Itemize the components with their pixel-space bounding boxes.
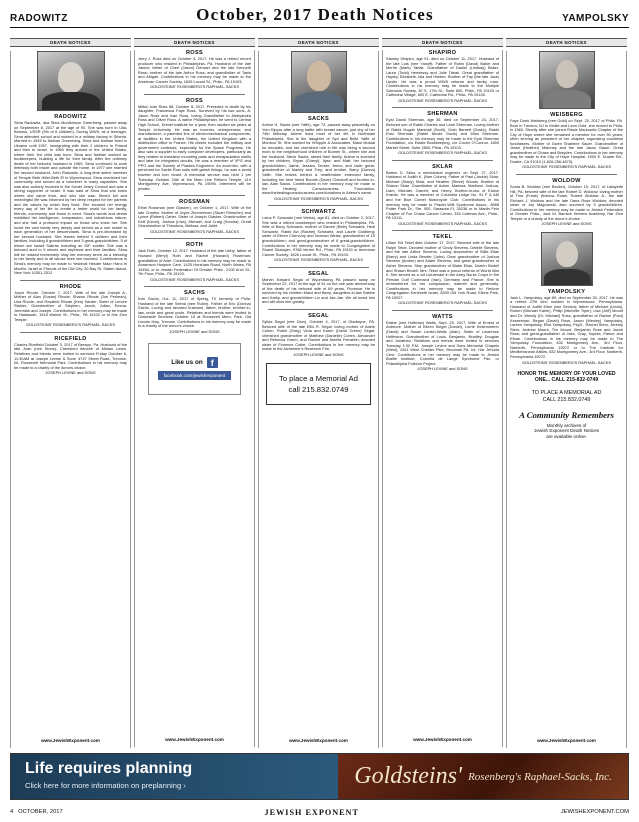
funeral-home: GOLDSTEINS' ROSENBERG'S RAPHAEL-SACKS [522, 359, 611, 365]
column-head: DEATH NOTICES [10, 38, 131, 47]
notice-name: YAMPOLSKY [547, 288, 586, 295]
divider [392, 107, 493, 108]
notice-text: Elaine (nee Hoffman) Watts, Sept. 25, 2017. Wife of Ernest of Ardmore. Mother of Eileen Siegel (Daniel), Lorrie Kesemmerer (David) and Susan Lankin-Watts (Alan). Sister of Lawrence Hoffmann. Grandmother of Louis, Benjamin, Bradley, Douglas and Jonathan. Relatives and friends were invited to services Tuesday 1:30 P.M. Joseph Levine and Sons Memorial Chapels (West), 2811 West Chester Pike, Broomall PA. Int. Har Jehuda Cem. Contributions in her memory may be made to Jewish Braille Institute, Cornelia de Lange Syndrome Fdn. or Philadelphia Folklore Project. [386, 319, 499, 366]
memorial-ad-line1: To place a Memorial Ad [279, 374, 358, 384]
column-4 [382, 38, 503, 750]
notice-text: Marvin Edward Segal of Wyomissing PA passed away on September 22, 2017 at the age of 91 on the one year anniversary of the death of his beloved wife of 69 years, Florence. He is survived by his children Marci and Barry, daughters-in-law Sabine and Kathy, and grandchildren Liz and Jae-Jae. We all loved him and will miss him greatly. [262, 276, 375, 305]
funeral-home: JOSEPH LEVINE and SONS [45, 370, 96, 376]
notice-name: RHODE [59, 283, 82, 290]
notice-name: WEISBERG [550, 112, 583, 118]
memorial-ad-phone: CALL 215.832.0749 [542, 396, 591, 403]
preplanning-banner-ad[interactable] [10, 753, 629, 800]
divider [20, 280, 121, 281]
notice-name: ROTH [185, 242, 204, 249]
facebook-like [171, 357, 218, 368]
column-2 [134, 38, 255, 750]
column-body [134, 50, 255, 747]
divider [144, 238, 245, 239]
funeral-home: GOLDSTEINS' ROSENBERG'S RAPHAEL-SACKS [150, 276, 239, 282]
website-link[interactable]: www.JewishExponent.com [413, 737, 472, 742]
notice-entry [386, 234, 499, 306]
column-5 [506, 38, 627, 750]
facebook-icon: f [207, 357, 218, 368]
notice-text: Charles Ricefield October 3, 2017 of Berwyn, Pa. Husband of the late Joan (nee Stone). Cherished fiancée of Miriam Lewis. Relatives and friends were invited to services Friday October 6, 11:30AM at Joseph Levine & Sons' 4737 Street Road, Trevose, Int. Roosevelt Memorial Park. Contributions in his memory may be made to a charity of the donors choice. [14, 341, 127, 370]
notice-name: SEGAL [308, 312, 329, 319]
notice-text: Ethel Rossman (nee Glasker), on October 1, 2017. Wife of the late Charles. Mother of Joyce Zimmerman (Stuart Fleischer) and Lynne (Robert) Carter. Sister of Joseph Glasker. Grandmother of Kelli (Kevin), Joshua (Lisa), Michael, and Craig (Sondra). Great Grandmother of Theodora, Melissa, and Juliet. [138, 205, 251, 229]
banner-brand-logo: Goldsteins' [354, 763, 463, 789]
facebook-like-label: Like us on [171, 359, 203, 367]
notice-name: SACHS [183, 290, 206, 297]
website-link[interactable]: www.JewishExponent.com [289, 738, 348, 743]
funeral-home: JOSEPH LEVINE and SONS [417, 366, 468, 372]
notice-name: WOLDOW [552, 177, 581, 184]
notice-entry [14, 336, 127, 376]
banner-headline: Life requires planning [25, 760, 193, 777]
memorial-ad-phone: call 215.832.0749 [288, 385, 349, 395]
notice-text: Sylvia Segal (nee Dion), October 4, 2017, of Gladwyne, PA. Beloved wife of the late Ellis R. Segal; loving mother of Adele Cohen, Robin (Greg) Viola and Karen (David Green) Segal; cherished grandmother of Matthew (Danielle) Cohen, Alexander and Rebecca Green, and Rachel and Amelia Feinstein; devoted sister of Florence Cotler. Contributions in her memory may be made to the Alzheimer's Research Fdn. [262, 318, 375, 352]
funeral-home: JOSEPH LEVINE and SONS [293, 351, 344, 357]
website-link[interactable]: www.JewishExponent.com [165, 737, 224, 742]
portrait-photo [37, 51, 105, 111]
notice-entry [386, 111, 499, 155]
notice-entry [510, 289, 623, 365]
portrait-photo [291, 51, 347, 113]
divider [392, 230, 493, 231]
notice-entry [138, 199, 251, 234]
funeral-home: GOLDSTEINS' ROSENBERG'S RAPHAEL-SACKS [398, 150, 487, 156]
notice-entry [138, 50, 251, 90]
column-body [10, 51, 131, 748]
notice-text: Lillian Toll Tekel died October 17, 2017. Beloved wife of the late Ralph Tekel. Devoted mother of Cindy Stevens, Debbie Stevens, and the late Arthur Stevens. Loving stepmother of Billie Elias (Barry) and Linda Bender (John). Dear grandmother of Joshua Stevens (Amber) and Adam Stevens, and great grandmother of Asher Stevens. Step grandmother of Blake Elias, Darren Bedell and Shawn Bedell. Mrs. Tekel was a proud veteran of World War II. She served as a 1st Lieutenant in the Army Nurse Corps in the Persian Gulf Command (Iran), Germany and France. She is remembered for her compassion, warmth and generosity. Contributions in her memory may be made to Reform Congregation Keneseth Israel, 8339 Old York Road, Elkins Park, PA 19027. [386, 240, 499, 300]
notice-entry [262, 209, 375, 262]
header-left-name: RADOWITZ [10, 13, 68, 24]
column-1 [10, 38, 131, 750]
notice-text: Jerry J. Ross died on October 4, 2017. He was a retired record producer who resided in Philadelphia, PA. Husband of the late Janice; father of Cheri (Jason) Derwart and the late Kenneth Ross; brother of the late Arthur Ross; and grandfather of Tanis and Abigail. Contributions in his memory may be made to the American Cancer Society, 1626 Locust St., Phila., PA 19103. [138, 56, 251, 84]
notice-name: SHAPIRO [428, 50, 457, 56]
community-sub-2: Jewish Exponent Death Notices [534, 428, 599, 434]
notice-name: ROSS [185, 50, 204, 56]
notice-entry [14, 284, 127, 328]
notice-text: Jack Roth, October 12, 2017. Husband of the late Libby; father of Howard (Meryl) Roth and Rachel (Howard) Roseman; grandfather of Ariel. Contributions in his memory may be made to Abramson Hospice Care, 1425 Horsham Road, North Wales, PA 19454, or to Jewish Federation Of Greater Phila., 2100 Arch St., 7th Floor, Phila., PA 19103. [138, 248, 251, 277]
funeral-home: GOLDSTEINS' ROSENBERG'S RAPHAEL-SACKS [398, 97, 487, 103]
notice-entry [262, 271, 375, 305]
footer-page-date [10, 809, 63, 815]
column-head: DEATH NOTICES [506, 38, 627, 47]
funeral-home: GOLDSTEINS' ROSENBERG'S RAPHAEL-SACKS [522, 164, 611, 170]
notice-entry [262, 116, 375, 201]
notice-text: Sonia B. Woldow (nee Becker), October 19, 2017, of Lafayette Hill, PA; beloved wife of the late Robert D. Woldow; loving mother of Tina (Frank) Woldow Rulan, Robert Woldow Jr., the late Richard J. Woldow and the late Dana Rose Woldow; devoted sister of Joy Magrowski; also survived by 3 grandchildren. Contributions in her memory may be made to Jewish Federation of Greater Phila., Jack M. Barrack Hebrew Academy, Har Zion Temple or a charity of the donor's choice. [510, 183, 623, 221]
notice-entry [138, 242, 251, 282]
community-sub-3: are available online. [546, 434, 587, 439]
notice-entry [386, 50, 499, 103]
notice-entry [510, 112, 623, 170]
divider [144, 286, 245, 287]
honor-memory-ad: HONOR THE MEMORY OF YOUR LOVED ONE... CALL 215-832-0749 [517, 371, 616, 384]
footer-site[interactable]: JEWISHEXPONENT.COM [560, 809, 629, 815]
community-sub-1: Monthly archives of [546, 422, 587, 428]
banner-brand-sub: Rosenberg's Raphael-Sacks, Inc. [468, 770, 612, 783]
notice-text: Stanley Shapiro, age 91, died on October 11, 2017. Husband of the late Lois (nee Yanoff). Father of Robin (David) Baker and Merrie (Mark) Tabak. Grandfather of Daniel (Lindsay) Baker, Laura (Todd) Hennessy and Julie Tabak. Great grandfather of Hayley, Elizabeth, Isla and Holden. Brother of Fay (the late Jack) Lipsitz. He was a proud WWII veteran and family man. Contributions in his memory may be made to the Multiple Sclerosis Society, 30 S. 17th St., Suite 800, Phila., PA 19103 or Cathedral Village, 600 E. Cathedral Rd., Phila., PA 19128. [386, 56, 499, 98]
funeral-home: GOLDSTEINS' ROSENBERG'S RAPHAEL-SACKS [274, 257, 363, 263]
memorial-ad-line1: TO PLACE A MEMORIAL AD [531, 390, 602, 397]
page-title: October, 2017 Death Notices [196, 5, 434, 24]
funeral-home: GOLDSTEINS' ROSENBERG'S RAPHAEL-SACKS [150, 84, 239, 90]
banner-brand-panel [338, 754, 628, 799]
notice-text: Lotus P. Schwartz (nee Weiss), age 81, died on October 2, 2017. She was a retired bookkeeper who resided in Philadelphia, PA. Wife of Barry Schwartz; mother of Steven (Beth) Schwartz, Hedi Schwartz, Rabbi Avi (Rachel) Schwartz, and Laurie Goldberg; sister of Eileen Chervony and Norman Weiss; grandmother of 15 grandchildren; and great-grandmother of 6 great-grandchildren. Contributions in her memory may be made to Congregation of Sharei Shalayim, 9768 Verree Rd., Phila., PA 19115 or American Cancer Society, 1626 Locust St., Phila., PA 19103. [262, 215, 375, 257]
funeral-home: GOLDSTEINS' ROSENBERG'S RAPHAEL-SACKS [150, 228, 239, 234]
funeral-home: GOLDSTEINS' ROSENBERG'S RAPHAEL-SACKS [26, 322, 115, 328]
notice-text: Joyce Rhode, October 7, 2017. Wife of the late Joseph A.; Mother of Alan (Susan) Rhode, Sharon Rhode (Jon Perlman), Lisa Rhode, and Rosalind Rhode (Ken) Harder; Sister of Lenore Stahler; Grandmother of Stephen, Jacob, Julian, Emma, Jeremiah and Joseph. Contributions in her memory may be made to Hadassah, 1518 Walnut St., Phila., PA 19102 or to Har Zion Temple. [14, 289, 127, 322]
notice-text: Arlene H. Sacks (nee Yaffe), age 73, passed away peacefully on Yom Kippur after a long battle with breast cancer, just shy of her 74th birthday. Arlene lived most of her life in Northeast Philadelphia. She is the daughter of Syd and Belle Yaffe of Montour St. She worked for Whipple & Associates, Mass Mutual for decades, and her cherished role in life was being a second mom to the neighborhood children of Bonner St., where she and her husband, Steve Sacks, raised their family. Arlene is survived by her children, Bryan (Cheryl), Ilyse, and Matt; her beloved grandchildren, Jaime, Jessica, Tanner, Jerico, and Jade; great-grandmother of Marley and Trey; and brother, Barry (Donna) Yaffe. She leaves behind a heartbroken extended family, including her best friend Bonnie (Dave) Checkoff and brother-in-law, Alan Sacks. Contributions in her memory may be made to the Healing Consciousness Foundation, www.thehealingconsciousness.com/donations in Arlene's name. [262, 122, 375, 196]
column-body [506, 51, 627, 748]
notice-text: Faye Doris Weisberg (nee Gold) on Sept. 25, 2017 of Phila. PA. Born in Trenton, NJ to Mollie and Leon Gold, she moved to Phila. in 1960. Shortly after she joined Rissie Markowitz Chapter of the City of Hope where she remained a member for over 50 years; often serving as president of her chapter, organizing countless fundraisers. Mother of Gwen Sharlene Sauer. Grandmother of Jesse (Heather) Maloney and the late Jason Gauer. Great grandmother of Chase and Brayden. Contributions in her memory may be made to the City of Hope Hospital, 1500 E. Duarte Rd., Duarte, CA 91010 (1-626-256-4673). [510, 118, 623, 164]
notice-entry [386, 314, 499, 372]
column-head: DEATH NOTICES [258, 38, 379, 47]
divider [20, 332, 121, 333]
notices-columns [10, 38, 629, 750]
notice-entry [138, 290, 251, 334]
community-remembers-promo[interactable] [510, 411, 623, 439]
funeral-home: GOLDSTEINS' ROSENBERG'S RAPHAEL-SACKS [398, 220, 487, 226]
notice-entry [386, 164, 499, 227]
notice-text: Barton D. Sklar, a mechanical engineer, on Sept. 27, 2017. Husband of Judith K. (Nee Cohen); Father of Paul (Jackie) Sklar, Michael (Stacy) Sklar, and Heather (Steve) Woods. Brother of Sharon Sklar. Grandfather of Adam, Marissa, Matthew, Joshua, Liam, Michael, Garrett, and Henry. Brother-in-law of Elaine Kravitz. He was a member of Columbia Lodge No. 91 F & AM and the Blue Comet Motorcycle Club. Contributions in his memory may be made to Prader-Willi Syndrome Assoc., 8588 Potter Park Dr., Ste. 500, Sarasota FL 34238 or to Martin Fein Chapter of Fox Chase Cancer Center, 333 Cottman Ave., Phila., PA 19111. [386, 169, 499, 221]
facebook-promo[interactable] [148, 343, 241, 395]
portrait-photo [541, 232, 593, 286]
notice-text: Jack L. Yampolsky, age 89, died on September 30, 2017. He was a retired CPA who resided in Wynnewood, Pennsylvania. Husband of Judith Ellen (nee Sexton); father of Michael (Linda), Robert (Michael Kahle), Philip (Michelle Tiper), Lisa (Jeff) Mount and Dr. Wendy (Dr. Michael) Ross; grandfather of Rachel (Paul) Kesselman, Regan (David) Ross, Jason (Wesley) Yampolsky, Lauren Yampolsky, Eliot Yampolsky, PsyD., Rachel Stern, Jeremy Stern, Andrew Mount, Tim Mount, Benjamin Ross and Jacob Ross; and great-grandfather of Jake, Gray, Sophia, Parker and Ethan. Contributions in his memory may be made to The Yampolsky Foundation, 632 Montgomery Ave., 3rd Floor, Narberth, Pennsylvania 19072 or to The Institute for Mediterranean Affairs, 632 Montgomery Ave., 3rd Floor, Narberth, Pennsylvania 19072. [510, 294, 623, 359]
notice-name: SHERMAN [427, 111, 458, 118]
page-number: 4 [10, 809, 14, 815]
divider [268, 267, 369, 268]
facebook-url[interactable]: facebook.com/jewishexponent [158, 371, 232, 380]
column-body [382, 50, 503, 747]
notice-name: ROSSMAN [179, 199, 210, 206]
notice-entry [262, 313, 375, 357]
banner-text-panel [11, 754, 338, 799]
memorial-ad-promo[interactable] [510, 390, 623, 403]
notice-name: SACKS [307, 116, 330, 122]
divider [144, 94, 245, 95]
notice-entry [138, 98, 251, 191]
notice-name: RADOWITZ [54, 114, 87, 120]
portrait-photo [539, 51, 595, 109]
divider [516, 174, 617, 175]
column-head: DEATH NOTICES [134, 38, 255, 47]
banner-cta-link[interactable]: Click here for more information on preplanning › [25, 781, 186, 790]
column-3 [258, 38, 379, 750]
community-title: A Community Remembers [519, 410, 614, 421]
memorial-ad-box[interactable] [266, 363, 371, 405]
notice-text: Eyal David Sherman, age 36, died on September 24, 2017. Beloved son of Rabbi Charles and Leah Sherman. Loving brother of Rabbi Nogah Marshall (Scott), Orah Barnett (David), Rabbi Erez Sherman (Rabbi Nicole Guzik) and Mica Sherman. Contributions in his memory may be made to the Eyal Sherman Foundation, c/o Estate Bookkeeping, c/o Coonn O'Connor, 1650 Market Street, Suite 2800, Phila., PA 19103. [386, 117, 499, 150]
website-link[interactable]: www.JewishExponent.com [41, 738, 100, 743]
notice-text: Sima Radowitz, aka Sima Mordkinson Greenberg, passed away on September 8, 2017 at the age of 90. She was born in Ulla, Belorus, USSR (9th of 6 children). During WWII, as a teenager, Sima attended school and worked in a military factory in Siberia. Married in 1945 to Nathan Greenberg, Sima and Nathan lived in Ukraine until 1957, immigrating with their 2 children to Poland and then to Israel. In 1960 they arrived in the United States, where their 3rd child was born. Sima and Nathan worked as bookkeepers, building a life for their family. After the untimely death of her beloved husband in 1969, Sima continued to work tirelessly both inside and outside the home. In 1977 she married her second husband, John Radowitz. A long-time active member of Temple Beth Hillel-Beth El in Wynnewood, Sima cherished her community and served as a volunteer in many capacities. She was also actively involved in the Soviet Jewry Council and was a strong supporter of Israel. It was said of Sima that she knew where she came from, and who she was. Sima's full and meaningful life was informed by her deep respect for her parents and the values by which they lived. She focused her energy every day of her life to create a better world for her family, friends, community and those in need. Sima's words and deeds exhibited her intelligence, compassion, and industrious nature, and she had a profound impact on those who knew her. She loved her own family very deeply and served as a role model to each generation of her descendants. Sima is pre-deceased by her second husband. She leaves behind 3 children and their families, including 8 grandchildren and 3 great-grandchildren, 5 of whom are Israeli Sabras including an IDF soldier. She was a beloved aunt to 9 nieces and nephews and their families. Sima will be missed immensely. May her memory serve as a blessing to her family and to all whose lives she touched. Contributions in Sima's memory may be made to Yeshivat Hesder Maor Haroi in Modi'in, Israel or Friends of the Old City. 30 Bay St. Staten Island, New York 10301-2512 [14, 120, 127, 276]
page-footer [10, 806, 629, 818]
notice-name: WATTS [432, 313, 453, 320]
funeral-home: GOLDSTEINS' ROSENBERG'S RAPHAEL-SACKS [274, 195, 363, 201]
notice-name: ROSS [185, 97, 204, 104]
header-right-name: YAMPOLSKY [562, 13, 629, 24]
notice-name: RICEFIELD [54, 335, 87, 342]
publication-name: JEWISH EXPONENT [264, 807, 359, 817]
funeral-home: GOLDSTEINS' ROSENBERG'S RAPHAEL-SACKS [398, 300, 487, 306]
website-link[interactable]: www.JewishExponent.com [537, 738, 596, 743]
notice-text: Irvin Sachs, Oct. 11, 2017 of Spring, TX formerly of Phila. Husband of the late Selma (nee Rubin). Father of Eric (Donna) Sachs. Loving and devoted husband, father, brother, brother-in-law, uncle and great uncle. Relatives and friends were invited to Graveside Services October 15 at Roosevelt Mem. Park, Old Lincoln Hwy, Trevose. Contributions in his memory may be made to a charity of the donor's choice. [138, 296, 251, 329]
funeral-home: JOSEPH LEVINE and SONS [541, 221, 592, 227]
column-body [258, 51, 379, 748]
divider [268, 205, 369, 206]
notice-name: SCHWARTZ [301, 209, 336, 216]
notice-name: SEGAL [308, 270, 329, 277]
divider [268, 309, 369, 310]
notice-name: SKLAR [432, 163, 453, 170]
divider [144, 195, 245, 196]
divider [392, 310, 493, 311]
page-header [10, 6, 629, 28]
notice-entry [510, 178, 623, 227]
notice-text: Milton Ivan Ross 88, October 8, 2017. Preceded in death by his daughter, Francesca Faye Ross. Survived by his two sons, A. Jason Ross and Ivan Ross, loving Grandfather to Aleksandra Ross and Oliver Ross. A native Philadelphian, he went to Central High School, Drexel Institute for a year, then studied six years at Temple University. He was an inventor, entrepreneur, and manufacturer; a patented line of electromechanical components, at facilities in the United States, the United Kingdom with a distribution office in France. His clients included the military and government contracts, especially for the Space Programs. He also was a supplier to early computer developers, particularly as they related to transistor mounting pads and encapsulation shells and later for integrated circuits. He was a member of VPG and PPO and the Society of Plastics Engineers. An eccentric, with a penchant for Savile Row suits with garish linings, he was a world traveler and bon vivant. A memorial service was held 1 pm Tuesday, October 24th at the Main Line Reform Temple, 410 Montgomery Ave, Wynnewood, PA 19096. Interment will be private. [138, 103, 251, 191]
column-head: DEATH NOTICES [382, 38, 503, 47]
divider [392, 160, 493, 161]
notice-name: TEKEL [432, 234, 453, 241]
funeral-home: JOSEPH LEVINE and SONS [169, 329, 220, 335]
notice-entry [14, 114, 127, 276]
issue-date: OCTOBER, 2017 [18, 809, 63, 815]
